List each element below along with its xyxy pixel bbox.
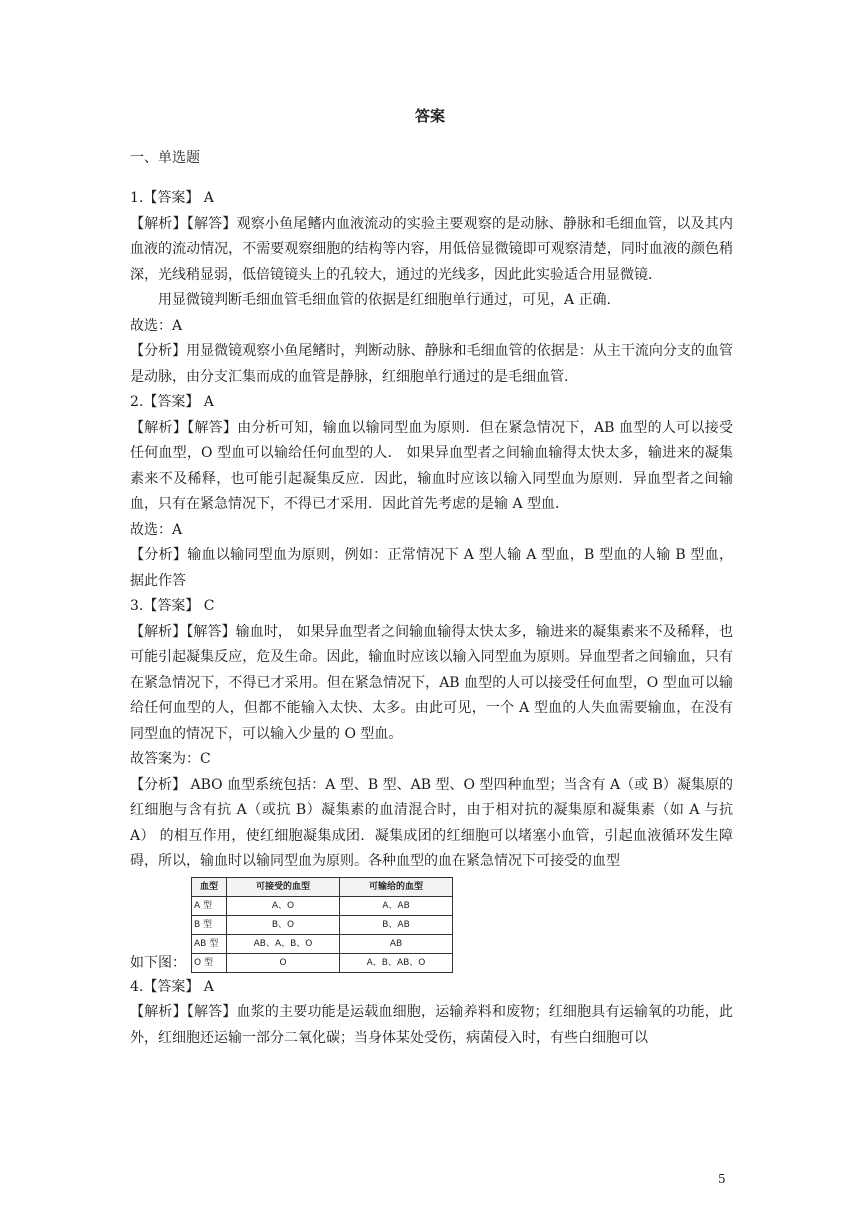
section-heading: 一、单选题	[130, 150, 200, 166]
table-cell: B、AB	[340, 915, 453, 934]
q2-answer: 2.【答案】 A	[130, 394, 214, 410]
blood-type-figure	[130, 875, 733, 975]
q1-analysis-cont: 用显微镜判断毛细血管毛细血管的依据是红细胞单行通过，可见，A 正确.	[158, 292, 612, 308]
table-cell: A、B、AB、O	[340, 953, 453, 972]
table-header-row	[192, 877, 453, 896]
q2-choice: 故选：A	[130, 521, 183, 538]
table-row	[192, 915, 453, 934]
table-cell: AB	[340, 934, 453, 953]
q3-fenxi: 【分析】 ABO 血型系统包括：A 型、B 型、AB 型、O 型四种血型；当含有 A（或 B）凝集原的红细胞与含有抗 A（或抗 B）凝集素的血清混合时，由于相对抗的凝集原和凝集素（如 A 与抗 A） 的相互作用，使红细胞凝集成团．凝集成团的红细胞可以堵塞小血管，引起血液循环发生障碍，所以，输血时以输同型血为原则。各种血型的血在紧急情况下可接受的血型	[130, 776, 733, 869]
q2-fenxi: 【分析】输血以输同型血为原则，例如：正常情况下 A 型人输 A 型血，B 型血的人输 B 型血，据此作答	[130, 547, 733, 589]
q3-answer: 3.【答案】 C	[130, 598, 215, 614]
table-row	[192, 896, 453, 915]
q4-answer: 4.【答案】 A	[130, 978, 214, 995]
page-title: 答案	[414, 107, 445, 125]
figure-label: 如下图：	[130, 955, 186, 971]
table-row	[192, 934, 453, 953]
q3-choice: 故答案为：C	[130, 751, 211, 767]
q2-analysis: 【解析】【解答】由分析可知，输血以输同型血为原则．但在紧急情况下，AB 血型的人可以接受任何血型，O 型血可以输给任何血型的人． 如果异血型者之间输血输得太快太多，输进来的凝集素来不及稀释，也可能引起凝集反应．因此，输血时应该以输入同型血为原则．异血型者之间输血，只有在紧急情况下，不得已才采用．因此首先考虑的是输 A 型血．	[130, 419, 733, 512]
table-cell: A、AB	[340, 896, 453, 915]
table-cell: O	[227, 953, 340, 972]
table-cell: AB、A、B、O	[227, 934, 340, 953]
table-header-cell: 血型	[192, 877, 227, 896]
blood-type-table	[191, 877, 453, 973]
table-cell: B 型	[192, 915, 227, 934]
table-cell: B、O	[227, 915, 340, 934]
answer-content	[130, 186, 733, 1051]
q3-analysis: 【解析】【解答】输血时， 如果异血型者之间输血输得太快太多，输进来的凝集素来不及稀释，也可能引起凝集反应，危及生命。因此，输血时应该以输入同型血为原则。异血型者之间输血，只有在紧急情况下，不得已才采用。但在紧急情况下，AB 血型的人可以接受任何血型，O 型血可以输给任何血型的人，但都不能输入太快、太多。由此可见，一个 A 型血的人失血需要输血，在没有同型血的情况下，可以输入少量的 O 型血。	[130, 623, 733, 742]
q1-analysis: 【解析】【解答】观察小鱼尾鳍内血液流动的实验主要观察的是动脉、静脉和毛细血管，以及其内血液的流动情况，不需要观察细胞的结构等内容，用低倍显微镜即可观察清楚，同时血液的颜色稍深，光线稍显弱，低倍镜镜头上的孔较大，通过的光线多，因此此实验适合用显微镜.	[130, 215, 733, 283]
q1-answer: 1.【答案】 A	[130, 190, 214, 206]
page-number: 5	[718, 1172, 726, 1186]
table-cell: AB 型	[192, 934, 227, 953]
q1-fenxi: 【分析】用显微镜观察小鱼尾鳍时，判断动脉、静脉和毛细血管的依据是：从主干流向分支的血管是动脉，由分支汇集而成的血管是静脉，红细胞单行通过的是毛细血管.	[130, 343, 733, 385]
table-header-cell: 可接受的血型	[227, 877, 340, 896]
table-cell: A、O	[227, 896, 340, 915]
table-row	[192, 953, 453, 972]
table-header-cell: 可输给的血型	[340, 877, 453, 896]
q1-choice: 故选：A	[130, 317, 183, 334]
table-cell: O 型	[192, 953, 227, 972]
q4-analysis: 【解析】【解答】血浆的主要功能是运载血细胞，运输养料和废物；红细胞具有运输氧的功能，此外，红细胞还运输一部分二氧化碳；当身体某处受伤，病菌侵入时，有些白细胞可以	[130, 1004, 733, 1046]
table-cell: A 型	[192, 896, 227, 915]
